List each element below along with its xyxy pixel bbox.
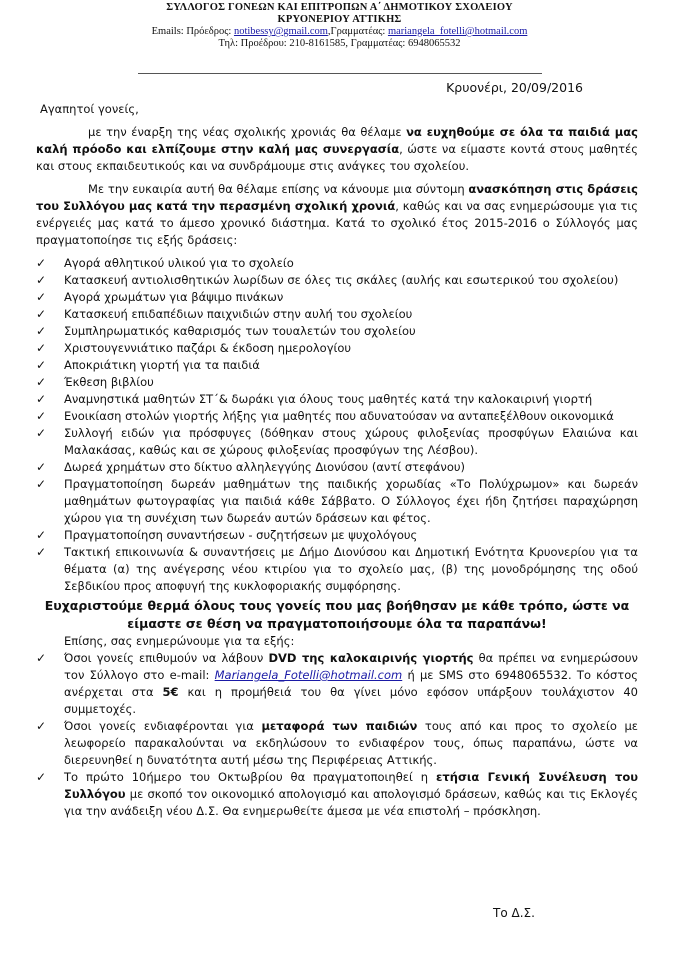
action-item (36, 323, 638, 340)
checkmark-icon: ✓ (36, 477, 47, 491)
action-text: Πραγματοποίηση συναντήσεων - συζητήσεων με ψυχολόγους (64, 528, 418, 542)
checkmark-icon: ✓ (36, 290, 47, 304)
checkmark-icon: ✓ (36, 256, 47, 270)
action-item (36, 272, 638, 289)
checkmark-icon: ✓ (36, 460, 47, 474)
checkmark-icon: ✓ (36, 341, 47, 355)
review-paragraph (36, 181, 638, 249)
action-item (36, 408, 638, 425)
info-bold-text: ετήσια Γενική Συνέλευση του Συλλόγου (64, 770, 638, 801)
action-item (36, 374, 638, 391)
checkmark-icon: ✓ (36, 770, 47, 784)
info-text: θα πρέπει να ενημερώσουν τον Σύλλογο στο e-mail: (64, 651, 638, 682)
emails-label: Emails: Πρόεδρος: (151, 26, 234, 37)
action-item (36, 544, 638, 595)
checkmark-icon: ✓ (36, 528, 47, 542)
checkmark-icon: ✓ (36, 545, 47, 559)
thanks-line: Ευχαριστούμε θερμά όλους τους γονείς που μας βοήθησαν με κάθε τρόπο, ώστε να είμαστε σε θέση να πραγματοποιήσουμε όλα τα παραπάνω! (44, 598, 630, 631)
action-item (36, 459, 638, 476)
letterhead (0, 2, 679, 50)
association-location: ΚΡΥΟΝΕΡΙΟΥ ΑΤΤΙΚΗΣ (277, 14, 402, 25)
checkmark-icon: ✓ (36, 307, 47, 321)
info-list (36, 650, 638, 820)
intro-text: με την έναρξη της νέας σχολικής χρονιάς θα θέλαμε (88, 125, 407, 139)
info-text: Όσοι γονείς ενδιαφέρονται για (64, 719, 262, 733)
action-text: Συλλογή ειδών για πρόσφυγες (δόθηκαν στους χώρους φιλοξενίας προσφύγων Ελαιώνα και Μαλακάσας, καθώς και σε χώρους φιλοξενίας προσφύγων της Λέσβου). (64, 426, 638, 457)
checkmark-icon: ✓ (36, 392, 47, 406)
review-text: Με την ευκαιρία αυτή θα θέλαμε επίσης να κάνουμε μια σύντομη (88, 182, 469, 196)
checkmark-icon: ✓ (36, 719, 47, 733)
action-text: Αγορά χρωμάτων για βάψιμο πινάκων (64, 290, 284, 304)
action-text: Τακτική επικοινωνία & συναντήσεις με Δήμο Διονύσου και Δημοτική Ενότητα Κρυονερίου για τα θέματα (α) της ανέγερσης νέου κτιρίου για το σχολείο μας, (β) της μονοδρόμησης της οδού Σεβδικίου προς αποφυγή της κυκλοφοριακής συμφόρησης. (64, 545, 638, 593)
info-text: και η προμήθειά του θα γίνει μόνο εφόσον υπάρξουν τουλάχιστον 40 συμμετοχές. (64, 685, 638, 716)
intro-paragraph (36, 124, 638, 175)
info-text: Το πρώτο 10ήμερο του Οκτωβρίου θα πραγματοποιηθεί η (64, 770, 437, 784)
action-text: Κατασκευή επιδαπέδιων παιχνιδιών στην αυλή του σχολείου (64, 307, 413, 321)
action-item (36, 289, 638, 306)
action-text: Συμπληρωματικός καθαρισμός των τουαλετών του σχολείου (64, 324, 416, 338)
action-text: Ενοικίαση στολών γιορτής λήξης για μαθητές που αδυνατούσαν να ανταπεξέλθουν οικονομικά (64, 409, 614, 423)
action-item (36, 391, 638, 408)
action-text: Κατασκευή αντιολισθητικών λωρίδων σε όλες τις σκάλες (αυλής και εσωτερικού του σχολείου) (64, 273, 619, 287)
contact-phones: Τηλ: Προέδρου: 210-8161585, Γραμματέας: 6948065532 (218, 38, 461, 49)
contact-emails (0, 26, 679, 38)
checkmark-icon: ✓ (36, 426, 47, 440)
checkmark-icon: ✓ (36, 358, 47, 372)
president-email-link[interactable]: notibessy@gmail.com (233, 26, 328, 37)
actions-list (36, 255, 638, 595)
intro-bold-text: να ευχηθούμε σε όλα τα παιδιά μας καλή πρόοδο και ελπίζουμε στην καλή μας συνεργασία (36, 125, 638, 156)
action-item (36, 340, 638, 357)
info-item-dvd (36, 650, 638, 718)
review-text-end: , καθώς και να σας ενημερώσουμε για τις ενέργειές μας κατά το άμεσο χρονικό διάστημα. Κατά το σχολικό έτος 2015-2016 ο Σύλλογός μας πραγματοποίησε τις εξής δράσεις: (36, 199, 638, 247)
action-item (36, 306, 638, 323)
secretary-label: ,Γραμματέας: (327, 26, 388, 37)
checkmark-icon: ✓ (36, 324, 47, 338)
action-text: Δωρεά χρημάτων στο δίκτυο αλληλεγγύης Διονύσου (αντί στεφάνου) (64, 460, 466, 474)
secretary-email-link[interactable]: mariangela_fotelli@hotmail.com (387, 26, 528, 37)
info-bold-text: DVD της καλοκαιρινής γιορτής (268, 651, 474, 665)
price-text: 5€ (162, 685, 179, 699)
info-text: τους από και προς το σχολείο με λεωφορείο παρακαλούνται να εκδηλώσουν το ενδιαφέρον τους, όπως παραπάνω, ώστε να διερευνηθεί η δυνατότητα αυτή μέσω της Περιφέρειας Αττικής. (64, 719, 639, 767)
action-text: Αποκριάτικη γιορτή για τα παιδιά (64, 358, 260, 372)
letter-body (36, 101, 638, 820)
inform-intro: Επίσης, σας ενημερώνουμε για τα εξής: (64, 634, 295, 648)
association-name: ΣΥΛΛΟΓΟΣ ΓΟΝΕΩΝ ΚΑΙ ΕΠΙΤΡΟΠΩΝ Α΄ ΔΗΜΟΤΙΚΟΥ ΣΧΟΛΕΙΟΥ (166, 2, 513, 13)
action-item (36, 357, 638, 374)
letter-date: Κρυονέρι, 20/09/2016 (446, 80, 583, 95)
action-text: Έκθεση βιβλίου (64, 375, 154, 389)
action-item (36, 255, 638, 272)
info-item-assembly (36, 769, 638, 820)
info-bold-text: μεταφορά των παιδιών (261, 719, 418, 733)
signature: Το Δ.Σ. (493, 906, 535, 920)
action-item (36, 527, 638, 544)
greeting: Αγαπητοί γονείς, (40, 102, 139, 116)
info-text: ή με SMS στο 6948065532. Το κόστος ανέρχεται στα (64, 668, 638, 699)
action-text: Αναμνηστικά μαθητών ΣΤ΄& δωράκι για όλους τους μαθητές κατά την καλοκαιρινή γιορτή (64, 392, 593, 406)
action-item (36, 476, 638, 527)
info-text: Όσοι γονείς επιθυμούν να λάβουν (64, 651, 269, 665)
info-text: με σκοπό τον οικονομικό απολογισμό και απολογισμό δράσεων, καθώς και τις Εκλογές για την ανάδειξη νέου Δ.Σ. Θα ενημερωθείτε άμεσα με νέα επιστολή – πρόσκληση. (64, 787, 638, 818)
checkmark-icon: ✓ (36, 375, 47, 389)
info-item-transport (36, 718, 638, 769)
action-item (36, 425, 638, 459)
action-text: Αγορά αθλητικού υλικού για το σχολείο (64, 256, 294, 270)
checkmark-icon: ✓ (36, 409, 47, 423)
review-bold-text: ανασκόπηση στις δράσεις του Συλλόγου μας κατά την περασμένη σχολική χρονιά (36, 182, 638, 213)
intro-text-end: , ώστε να είμαστε κοντά στους μαθητές και στους εκπαιδευτικούς και να συνδράμουμε στις ανάγκες του σχολείου. (36, 142, 638, 173)
action-text: Χριστουγεννιάτικο παζάρι & έκδοση ημερολογίου (64, 341, 352, 355)
checkmark-icon: ✓ (36, 651, 47, 665)
dvd-email-link[interactable]: Mariangela_Fotelli@hotmail.com (214, 668, 403, 682)
checkmark-icon: ✓ (36, 273, 47, 287)
header-divider (138, 73, 542, 74)
action-text: Πραγματοποίηση δωρεάν μαθημάτων της παιδικής χορωδίας «Το Πολύχρωμον» και δωρεάν μαθημάτων φωτογραφίας για παιδιά κάθε Σάββατο. Ο Σύλλογος έχει ήδη ζητήσει παραχώρηση χώρου για τη συνέχιση των δωρεάν αυτών δράσεων και φέτος. (64, 477, 638, 525)
